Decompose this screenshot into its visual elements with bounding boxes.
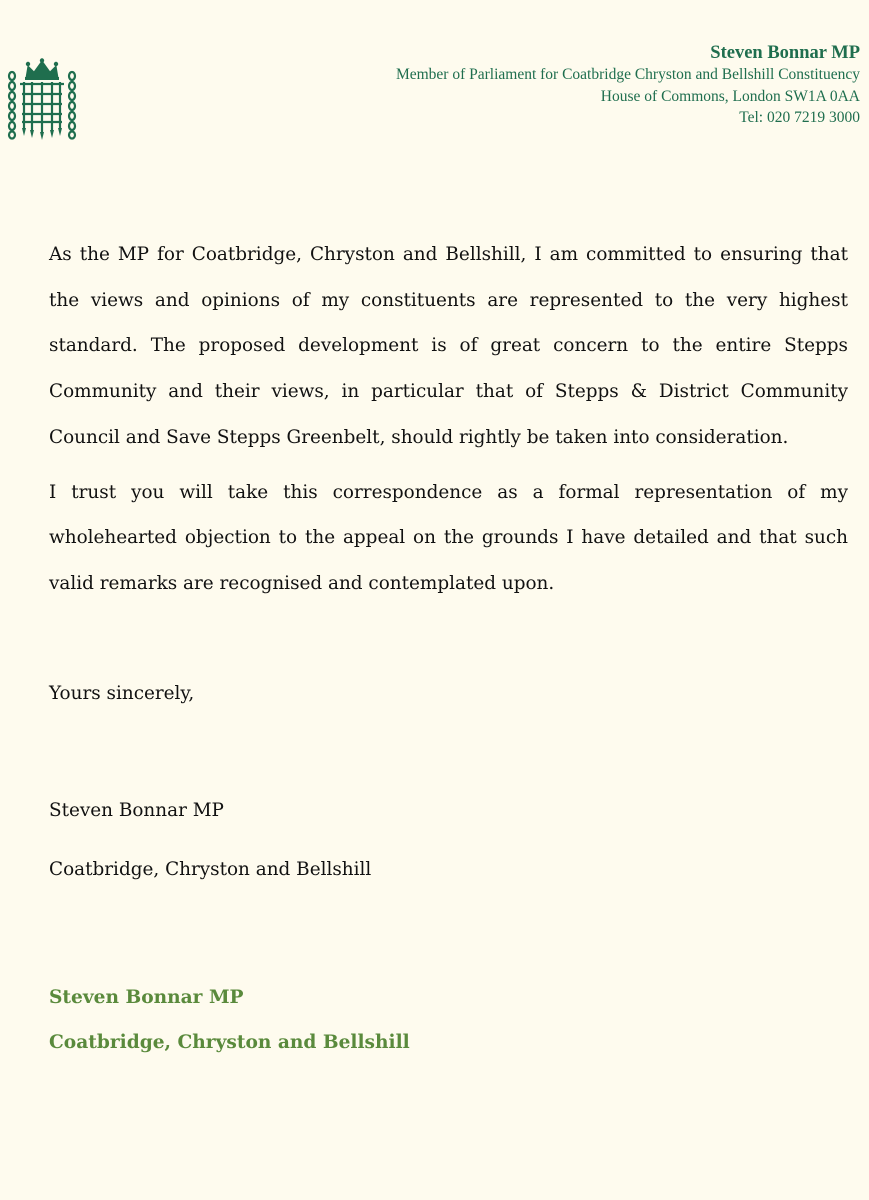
letterhead-phone: Tel: 020 7219 3000 (739, 109, 860, 126)
letter-closing: Yours sincerely, (49, 683, 195, 704)
footer-name: Steven Bonnar MP (49, 987, 244, 1008)
letterhead-role: Member of Parliament for Coatbridge Chryston and Bellshill Constituency (395, 66, 860, 83)
signature-constituency: Coatbridge, Chryston and Bellshill (49, 859, 372, 880)
letter-paragraph: I trust you will take this correspondence as a formal representation of my wholehearted objection to the appeal on the grounds I have detailed and that such valid remarks are recognised and contemplated upon. (49, 481, 848, 594)
letterhead (396, 42, 860, 129)
signature-name: Steven Bonnar MP (49, 800, 224, 821)
letterhead-address: House of Commons, London SW1A 0AA (600, 87, 860, 105)
letterhead-name: Steven Bonnar MP (710, 43, 860, 63)
footer-constituency: Coatbridge, Chryston and Bellshill (49, 1032, 410, 1053)
letter-body (49, 232, 848, 616)
letter-paragraph: As the MP for Coatbridge, Chryston and Bellshill, I am committed to ensuring that the views and opinions of my constituents are represented to the very highest standard. The proposed development is of great concern to the entire Stepps Community and their views, in particular that of Stepps & District Community Council and Save Stepps Greenbelt, should rightly be taken into consideration. (49, 244, 848, 448)
portcullis-icon (6, 58, 78, 140)
